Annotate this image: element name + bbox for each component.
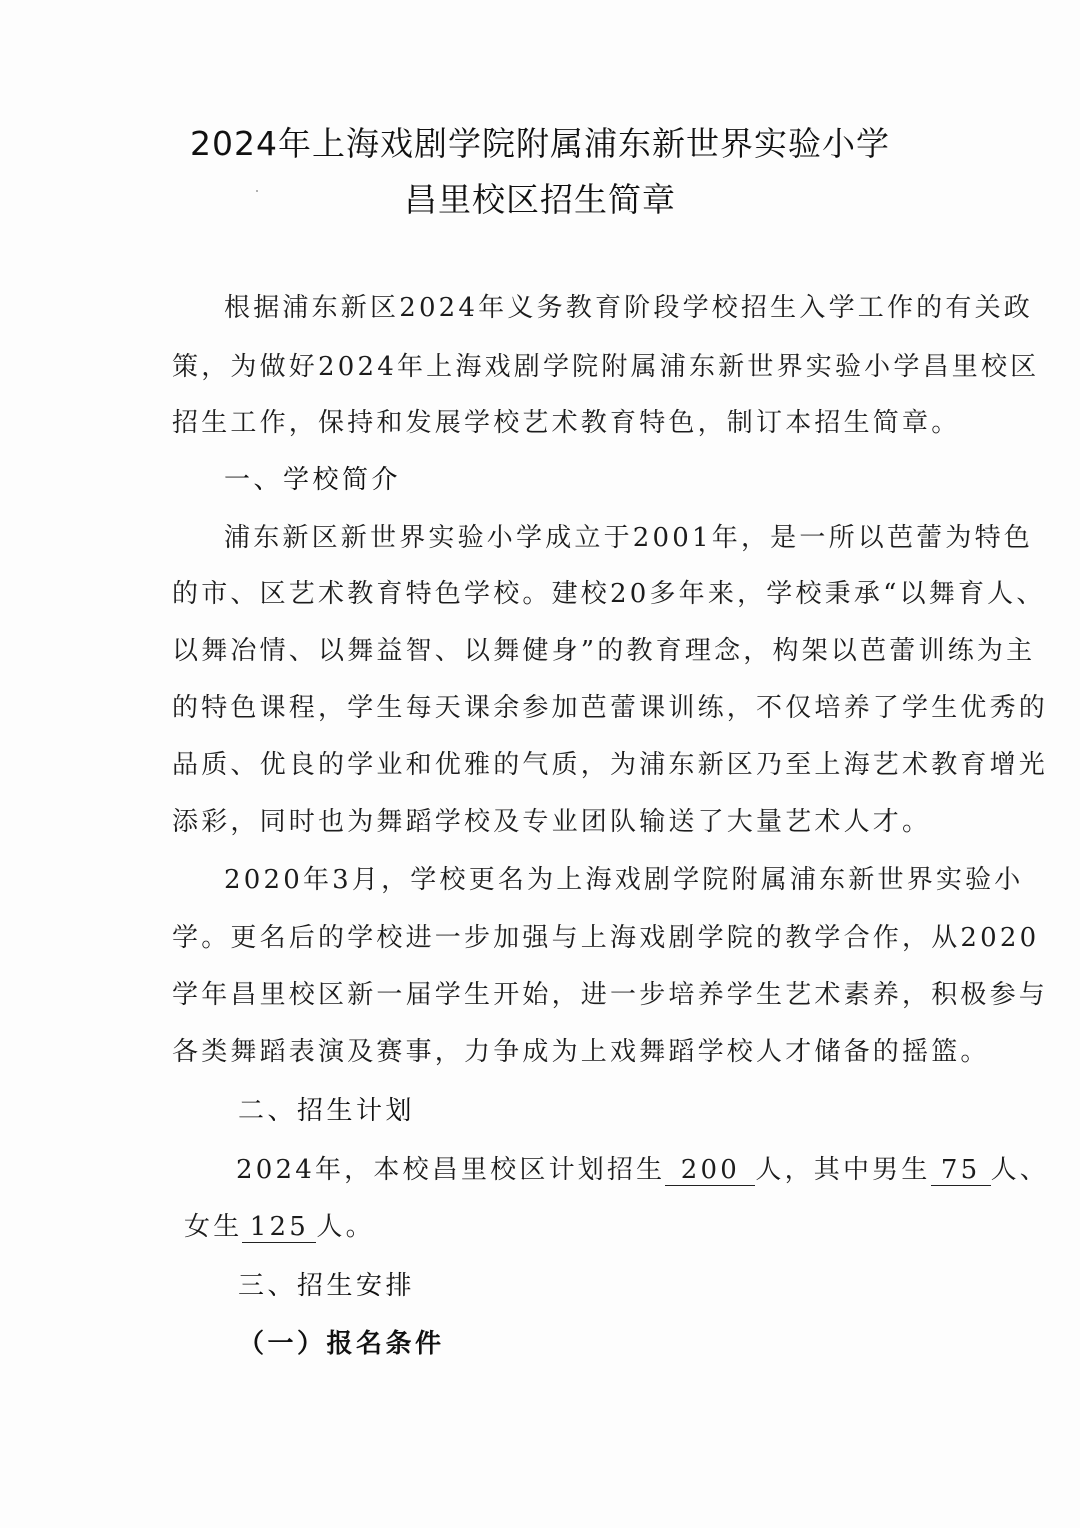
total-enrollment-value: 200: [665, 1155, 755, 1186]
section-heading-school-intro: 一、学校简介: [224, 465, 402, 495]
boys-enrollment-value: 75: [931, 1155, 991, 1186]
school-intro-line: 的特色课程，学生每天课余参加芭蕾课训练，不仅培养了学生优秀的: [172, 693, 1049, 723]
enrollment-plan-line-1: [236, 1150, 1049, 1190]
rename-line: 各类舞蹈表演及赛事，力争成为上戏舞蹈学校人才储备的摇篮。: [172, 1037, 990, 1067]
school-intro-line: 以舞冶情、以舞益智、以舞健身”的教育理念，构架以芭蕾训练为主: [172, 636, 1036, 666]
enrollment-text: 女生: [184, 1212, 243, 1242]
document-title-line-2: 昌里校区招生简章: [404, 180, 676, 219]
intro-line: 策，为做好2024年上海戏剧学院附属浦东新世界实验小学昌里校区: [172, 352, 1040, 382]
enrollment-text: 人。: [316, 1212, 375, 1242]
section-heading-enrollment-plan: 二、招生计划: [238, 1096, 416, 1126]
rename-line: 2020年3月，学校更名为上海戏剧学院附属浦东新世界实验小: [224, 865, 1024, 895]
girls-enrollment-value: 125: [242, 1212, 316, 1243]
enrollment-text: 人，其中男生: [755, 1155, 931, 1185]
school-intro-line: 添彩，同时也为舞蹈学校及专业团队输送了大量艺术人才。: [172, 807, 932, 837]
school-intro-line: 的市、区艺术教育特色学校。建校20多年来，学校秉承“以舞育人、: [172, 579, 1046, 609]
enrollment-text: 人、: [990, 1155, 1049, 1185]
school-intro-line: 浦东新区新世界实验小学成立于2001年，是一所以芭蕾为特色: [224, 523, 1033, 553]
school-intro-line: 品质、优良的学业和优雅的气质，为浦东新区乃至上海艺术教育增光: [172, 750, 1049, 780]
section-heading-enrollment-arrangement: 三、招生安排: [238, 1271, 416, 1301]
intro-line: 根据浦东新区2024年义务教育阶段学校招生入学工作的有关政: [224, 293, 1033, 323]
enrollment-plan-line-2: [184, 1207, 944, 1247]
subsection-heading-registration-requirements: （一）报名条件: [238, 1329, 445, 1359]
intro-line: 招生工作，保持和发展学校艺术教育特色，制订本招生简章。: [172, 408, 961, 438]
rename-line: 学年昌里校区新一届学生开始，进一步培养学生艺术素养，积极参与: [172, 980, 1049, 1010]
rename-line: 学。更名后的学校进一步加强与上海戏剧学院的教学合作，从2020: [172, 923, 1040, 953]
enrollment-text: 2024年，本校昌里校区计划招生: [236, 1155, 666, 1185]
document-title-line-1: 2024年上海戏剧学院附属浦东新世界实验小学: [190, 124, 890, 163]
scan-speck: [256, 190, 258, 192]
